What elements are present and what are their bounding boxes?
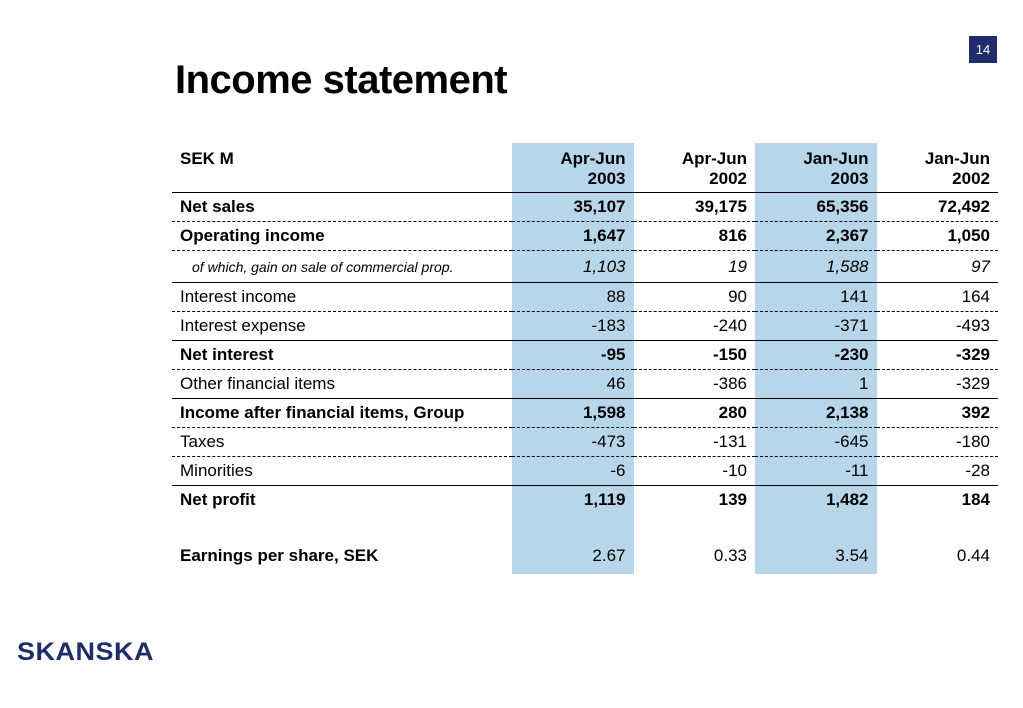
table-cell: -329 — [877, 370, 999, 399]
table-cell: 0.33 — [713, 545, 747, 565]
table-cell: 139 — [718, 490, 747, 510]
column-header: Jan-Jun 2003 — [755, 143, 877, 193]
table-cell: -95 — [512, 341, 634, 370]
table-row — [172, 428, 998, 457]
table-cell: 2,138 — [755, 399, 877, 428]
table-cell: 0.44 — [956, 545, 990, 565]
row-label: Net sales — [172, 193, 512, 222]
table-cell: 392 — [877, 399, 999, 428]
row-label: Taxes — [172, 428, 512, 457]
table-row — [172, 486, 998, 515]
table-row — [172, 399, 998, 428]
table-cell: 1,588 — [755, 251, 877, 283]
page-title: Income statement — [175, 58, 508, 102]
table-cell: 280 — [634, 399, 756, 428]
table-row — [172, 222, 998, 251]
row-label: Other financial items — [172, 370, 512, 399]
table-cell: 2.67 — [512, 544, 634, 574]
table-cell: 141 — [755, 283, 877, 312]
table-cell: -180 — [877, 428, 999, 457]
table-cell: 1,482 — [755, 486, 877, 515]
table-cell: 35,107 — [512, 193, 634, 222]
row-label: Net interest — [172, 341, 512, 370]
table-cell: -10 — [634, 457, 756, 486]
table-cell: 1,050 — [877, 222, 999, 251]
row-label: Operating income — [172, 222, 512, 251]
table-cell: 19 — [634, 251, 756, 283]
table-cell: 97 — [877, 251, 999, 283]
page-number: 14 — [969, 36, 997, 63]
table-cell: -131 — [634, 428, 756, 457]
table-cell: -6 — [512, 457, 634, 486]
table-cell: -183 — [512, 312, 634, 341]
table-cell: 1 — [755, 370, 877, 399]
column-header: Jan-Jun 2002 — [877, 143, 999, 193]
table-row — [172, 457, 998, 486]
table-cell: 72,492 — [877, 193, 999, 222]
row-label: of which, gain on sale of commercial prop. — [172, 251, 512, 283]
table-row — [172, 341, 998, 370]
table-row — [172, 370, 998, 399]
row-label: Earnings per share, SEK — [180, 545, 379, 565]
header-label: SEK M — [172, 143, 512, 193]
table-cell: 39,175 — [634, 193, 756, 222]
table-cell: 65,356 — [755, 193, 877, 222]
table-cell: -240 — [634, 312, 756, 341]
table-cell: -230 — [755, 341, 877, 370]
table-cell: 1,103 — [512, 251, 634, 283]
income-statement-table — [172, 143, 998, 574]
row-label: Net profit — [180, 490, 256, 510]
table-cell: -150 — [634, 341, 756, 370]
table-cell: -645 — [755, 428, 877, 457]
table-cell: -28 — [877, 457, 999, 486]
table-cell: -11 — [755, 457, 877, 486]
table-spacer-row — [172, 515, 998, 544]
table-cell: -473 — [512, 428, 634, 457]
table-row — [172, 193, 998, 222]
table-row — [172, 251, 998, 283]
table-row — [172, 283, 998, 312]
table-cell: 88 — [512, 283, 634, 312]
table-cell: -371 — [755, 312, 877, 341]
table-cell: 164 — [877, 283, 999, 312]
table-cell: -386 — [634, 370, 756, 399]
row-label: Income after financial items, Group — [172, 399, 512, 428]
row-label: Interest expense — [172, 312, 512, 341]
table-cell: 3.54 — [755, 544, 877, 574]
row-label: Interest income — [172, 283, 512, 312]
table-cell: 1,119 — [512, 486, 634, 515]
table-cell: 816 — [634, 222, 756, 251]
table-cell: 1,598 — [512, 399, 634, 428]
row-label: Minorities — [172, 457, 512, 486]
table-cell: 46 — [512, 370, 634, 399]
column-header: Apr-Jun 2003 — [512, 143, 634, 193]
column-header: Apr-Jun 2002 — [634, 143, 756, 193]
table-header-row — [172, 143, 998, 193]
table-row — [172, 544, 998, 574]
table-cell: 2,367 — [755, 222, 877, 251]
table-cell: 90 — [634, 283, 756, 312]
table-cell: 1,647 — [512, 222, 634, 251]
table-row — [172, 312, 998, 341]
skanska-logo: SKANSKA — [17, 638, 155, 666]
table-cell: 184 — [961, 490, 990, 510]
table-cell: -493 — [877, 312, 999, 341]
table-cell: -329 — [877, 341, 999, 370]
